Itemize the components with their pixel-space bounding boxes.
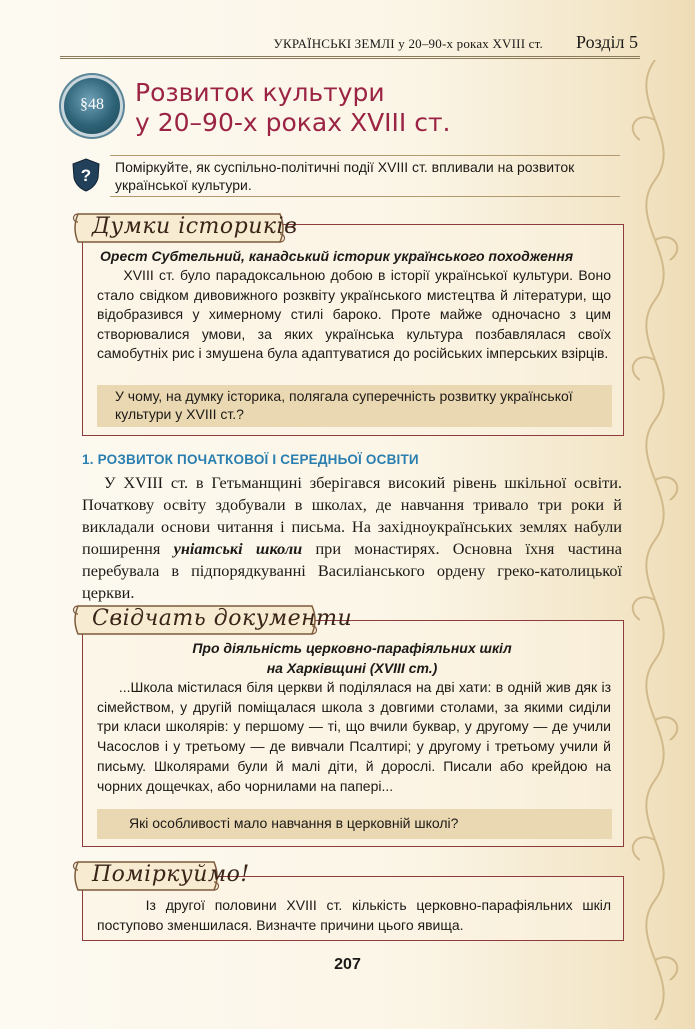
historian-quote-text: XVIII ст. було парадоксальною добою в історії української культури. Воно стало свідком дивовижного розквіту українського мистецтва й літератури, що відобразився у химерному стилі бароко. Проте майже одночасно з цим створювалися умови, за яких українська культура позбавлялася своїх самобутніх рис і змушена була адаптуватися до російських імперських взірців.: [97, 267, 611, 361]
section-heading: 1. РОЗВИТОК ПОЧАТКОВОЇ І СЕРЕДНЬОЇ ОСВІТИ: [82, 452, 419, 467]
question-divider-top: [110, 155, 620, 156]
section-term: уніатські школи: [173, 539, 303, 558]
running-header: [60, 34, 640, 57]
header-section: Розділ 5: [576, 32, 638, 52]
historian-author: Орест Субтельний, канадський історик українського походження: [100, 248, 574, 264]
document-question-band: [97, 809, 612, 839]
document-title: [82, 638, 622, 678]
paragraph-number: §48: [80, 96, 104, 113]
think-text-body: Із другої половини XVIII ст. кількість церковно-парафіяльних шкіл поступово зменшилася. Визначте причини цього явища.: [97, 897, 611, 933]
header-title: УКРАЇНСЬКІ ЗЕМЛІ у 20–90-х роках XVIII ст.: [273, 36, 543, 51]
document-title-line1: Про діяльність церковно-парафіяльних шкіл: [192, 640, 512, 656]
historian-quote: [97, 266, 611, 364]
document-question: Які особливості мало навчання в церковній школі?: [129, 815, 459, 831]
document-quote-text: ...Школа містилася біля церкви й поділялася на дві хати: в одній жив дяк із сімейством, у другій поміщалася школа з довгими столами, за якими сиділи три класи школярів: у першому — ті, що вчили буквар, у другому — де учили Часослов і у третьому — де вивчали Псалтирі; у другому і третьому учили й письму. Школярами були й малі діти, й дорослі. Писали або крейдою на чорних дощечках, або чорнилами на папері...: [97, 679, 611, 794]
section-text-after: при монастирях. Основна їхня частина перебувала в підпорядкуванні Василіанського ордену греко-католицької церкви.: [82, 539, 622, 602]
lesson-title-line1: Розвиток культури: [135, 78, 385, 107]
historian-question-band: [97, 385, 612, 427]
think-tag: [70, 856, 250, 896]
historian-opinion-tag: [70, 208, 298, 248]
paragraph-badge: [64, 78, 120, 134]
historian-question: У чому, на думку історика, полягала суперечність розвитку української культури у XVIII ст.?: [115, 388, 573, 422]
section-text-before: У XVIII ст. в Гетьманщині зберігався високий рівень шкільної освіти. Початкову освіту здобували в школах, де навчання тривало три роки й викладали основи читання і письма. На західноукраїнських землях набули поширення: [82, 473, 622, 558]
documents-tag: [70, 600, 353, 640]
section-body: [82, 472, 622, 604]
document-quote: [97, 678, 611, 796]
page-ornament-border: [615, 60, 695, 1020]
historian-opinion-label: Думки істориків: [92, 214, 298, 239]
think-label: Поміркуймо!: [92, 862, 250, 887]
lesson-title: [135, 78, 451, 138]
question-shield-icon: [71, 158, 101, 192]
question-divider-bottom: [110, 196, 620, 197]
think-text: [97, 896, 611, 935]
lesson-title-line2: у 20–90-х роках XVIII ст.: [135, 108, 451, 137]
intro-question: Поміркуйте, як суспільно-політичні події XVIII ст. впливали на розвиток української культури.: [115, 159, 575, 193]
svg-text:?: ?: [80, 166, 92, 185]
documents-label: Свідчать документи: [92, 606, 353, 631]
header-divider: [60, 58, 640, 59]
page-number: 207: [334, 956, 361, 973]
document-title-line2: на Харківщині (XVIII ст.): [266, 660, 438, 676]
